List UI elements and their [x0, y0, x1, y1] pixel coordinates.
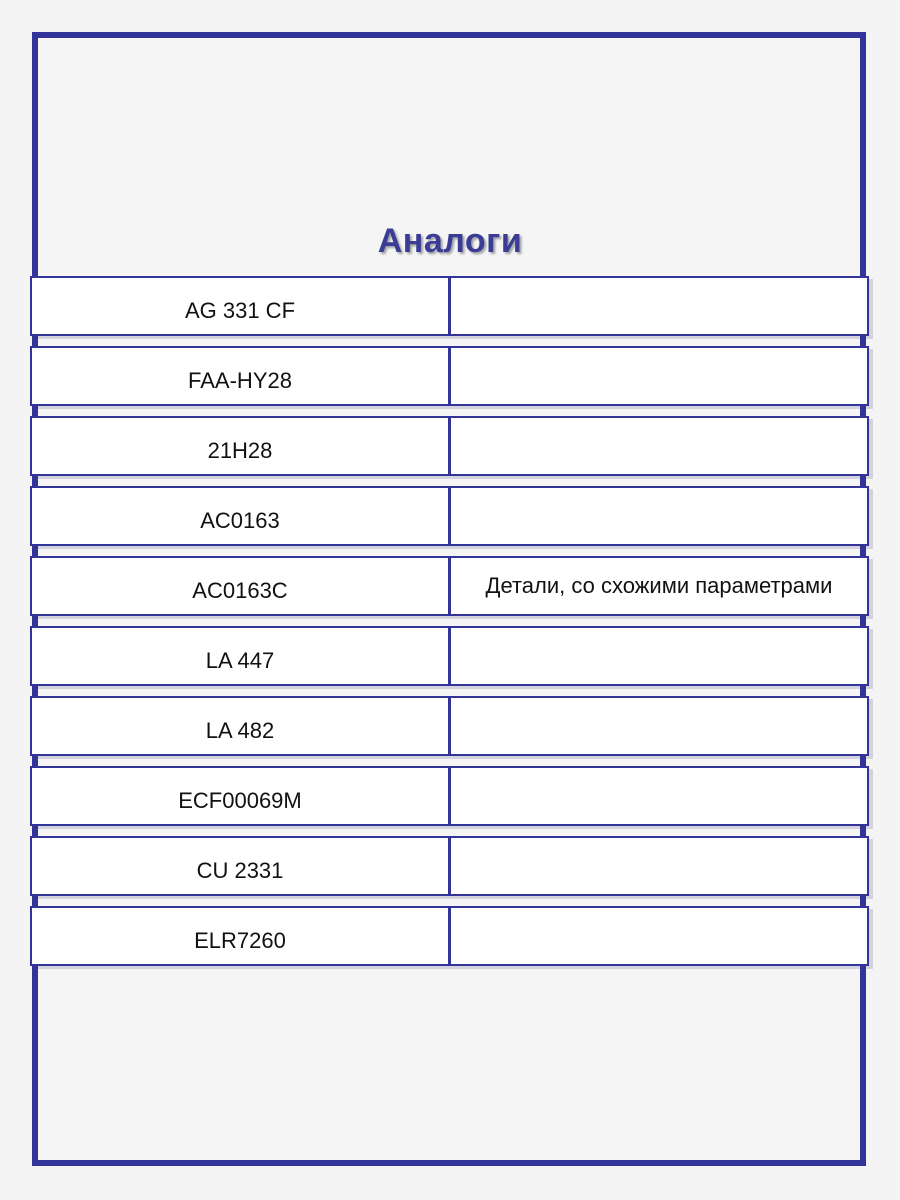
- table-row: [30, 416, 871, 476]
- table-row: [30, 696, 871, 756]
- part-number-cell: 21H28: [30, 416, 450, 476]
- table-row: [30, 906, 871, 966]
- table-row: [30, 626, 871, 686]
- table-row: [30, 836, 871, 896]
- note-cell: [448, 906, 869, 966]
- part-number-cell: FAA-HY28: [30, 346, 450, 406]
- table-row: [30, 556, 871, 616]
- analogs-table: [30, 276, 871, 976]
- note-cell: [448, 276, 869, 336]
- table-row: [30, 766, 871, 826]
- note-cell: [448, 696, 869, 756]
- note-cell: [448, 346, 869, 406]
- part-number-cell: AG 331 CF: [30, 276, 450, 336]
- note-cell: [448, 416, 869, 476]
- part-number-cell: LA 447: [30, 626, 450, 686]
- note-cell: [448, 486, 869, 546]
- page-title: Аналоги: [377, 222, 523, 260]
- part-number-cell: LA 482: [30, 696, 450, 756]
- table-row: [30, 346, 871, 406]
- note-cell: Детали, со схожими параметрами: [448, 556, 869, 616]
- part-number-cell: ELR7260: [30, 906, 450, 966]
- note-cell: [448, 626, 869, 686]
- part-number-cell: ECF00069M: [30, 766, 450, 826]
- part-number-cell: AC0163: [30, 486, 450, 546]
- table-row: [30, 276, 871, 336]
- note-cell: [448, 836, 869, 896]
- part-number-cell: CU 2331: [30, 836, 450, 896]
- note-cell: [448, 766, 869, 826]
- part-number-cell: AC0163C: [30, 556, 450, 616]
- table-row: [30, 486, 871, 546]
